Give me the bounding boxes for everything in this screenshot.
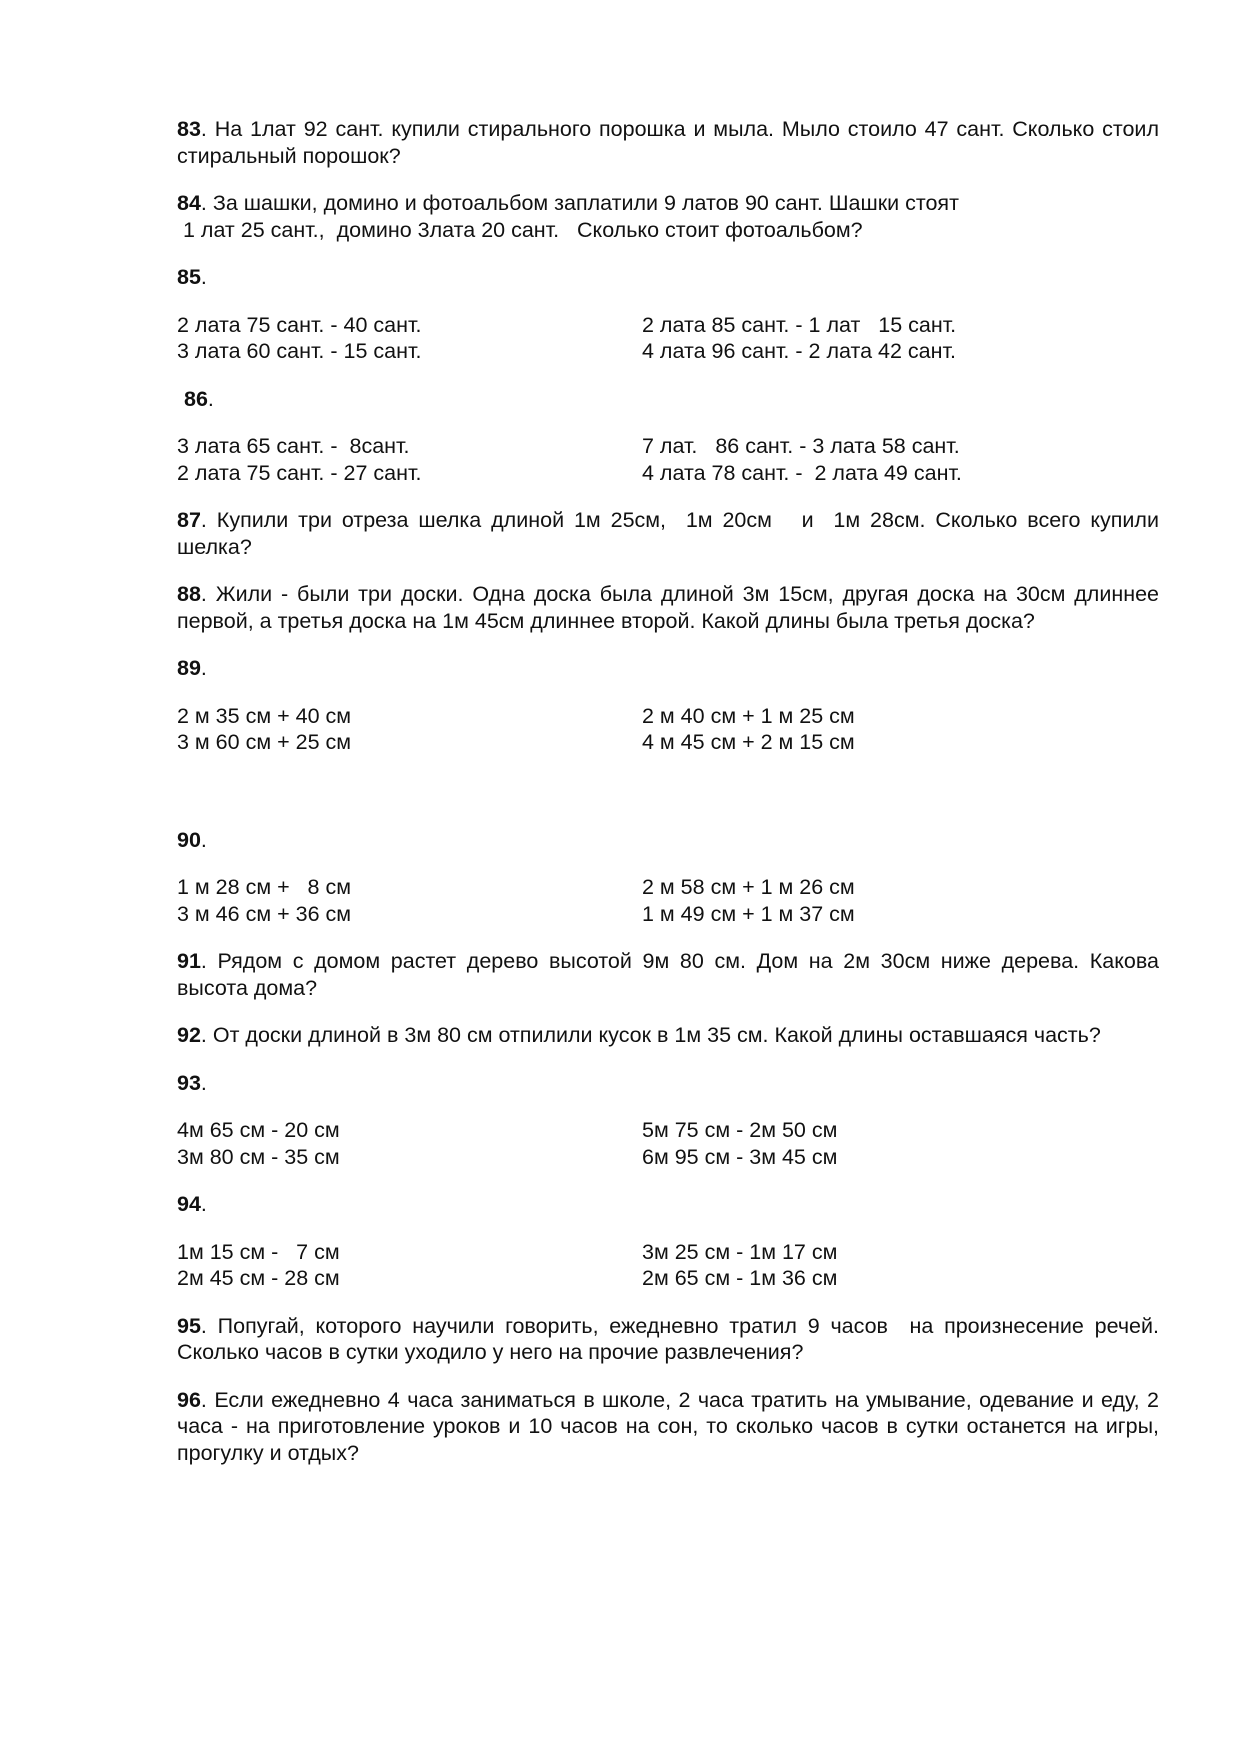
exercise-left: 1 м 28 см + 8 см xyxy=(177,875,352,899)
exercise-right: 7 лат. 86 сант. - 3 лата 58 сант. xyxy=(642,434,960,458)
exercise-right: 2м 65 см - 1м 36 см xyxy=(642,1266,838,1290)
exercise-row xyxy=(177,1117,1159,1144)
problem-number: 93 xyxy=(177,1070,201,1095)
problem-number: 88 xyxy=(177,582,201,606)
exercise-right: 5м 75 см - 2м 50 см xyxy=(642,1118,838,1142)
exercise-left: 3 м 60 см + 25 см xyxy=(177,730,352,754)
worksheet-page xyxy=(177,116,1165,1466)
problem-dot: . xyxy=(200,656,207,680)
problem-92 xyxy=(177,1022,1159,1049)
problem-95 xyxy=(177,1313,1165,1366)
problem-text: . На 1лат 92 сант. купили стирального порошка и мыла. Мыло стоило 47 сант. Сколько стоил стиральный порошок? xyxy=(177,117,1165,168)
problem-91 xyxy=(177,948,1165,1001)
exercise-right: 4 лата 78 сант. - 2 лата 49 сант. xyxy=(642,460,962,485)
problem-dot: . xyxy=(200,827,207,852)
exercise-left: 4м 65 см - 20 см xyxy=(177,1118,340,1142)
exercise-row xyxy=(177,703,1159,730)
exercise-right: 2 м 58 см + 1 м 26 см xyxy=(642,875,855,899)
problem-88 xyxy=(177,581,1165,634)
problem-text: . Рядом с домом растет дерево высотой 9м 80 см. Дом на 2м 30см ниже дерева. Какова высота дома? xyxy=(177,949,1165,1000)
exercise-row xyxy=(177,1265,1159,1292)
exercise-right: 4 лата 96 сант. - 2 лата 42 сант. xyxy=(642,339,956,363)
exercise-rows xyxy=(177,1117,1159,1170)
exercise-row xyxy=(177,1239,1159,1266)
exercise-row xyxy=(177,874,1159,901)
exercise-row xyxy=(177,1144,1159,1171)
problem-text-line-2: 1 лат 25 сант., домино 3лата 20 сант. Сколько стоит фотоальбом? xyxy=(177,217,863,242)
problem-number: 94 xyxy=(177,1192,201,1216)
exercise-right: 4 м 45 см + 2 м 15 см xyxy=(642,730,855,754)
problem-number: 85 xyxy=(177,265,201,289)
problem-text-line-1: . За шашки, домино и фотоальбом заплатили 9 латов 90 сант. Шашки стоят xyxy=(200,191,959,215)
exercise-left: 3м 80 см - 35 см xyxy=(177,1144,340,1169)
problem-text: . Попугай, которого научили говорить, ежедневно тратил 9 часов на произнесение речей. Сколько часов в сутки уходило у него на прочие развлечения? xyxy=(177,1313,1165,1364)
exercise-left: 3 лата 65 сант. - 8сант. xyxy=(177,434,410,458)
exercise-left: 2 м 35 см + 40 см xyxy=(177,703,352,728)
problem-93 xyxy=(177,1070,1159,1171)
problem-text: . Купили три отреза шелка длиной 1м 25см, 1м 20см и 1м 28см. Сколько всего купили шелка? xyxy=(177,508,1165,559)
problem-number: 95 xyxy=(177,1313,201,1338)
exercise-row xyxy=(177,729,1159,756)
exercise-rows xyxy=(177,312,1159,365)
problem-number: 89 xyxy=(177,656,201,680)
problem-96 xyxy=(177,1387,1165,1467)
problem-86 xyxy=(177,386,1159,487)
exercise-right: 1 м 49 см + 1 м 37 см xyxy=(642,901,855,926)
problem-87 xyxy=(177,507,1165,560)
problem-number: 86 xyxy=(184,386,208,411)
problem-number: 91 xyxy=(177,949,201,973)
problem-number: 87 xyxy=(177,508,201,532)
exercise-right: 2 м 40 см + 1 м 25 см xyxy=(642,703,855,728)
exercise-left: 3 лата 60 сант. - 15 сант. xyxy=(177,339,422,363)
exercise-left: 2 лата 75 сант. - 27 сант. xyxy=(177,460,422,485)
exercise-row xyxy=(177,433,1159,460)
exercise-right: 3м 25 см - 1м 17 см xyxy=(642,1239,838,1264)
exercise-rows xyxy=(177,874,1159,927)
exercise-row xyxy=(177,460,1159,487)
problem-number: 90 xyxy=(177,827,201,852)
exercise-rows xyxy=(177,1239,1159,1292)
problem-number: 83 xyxy=(177,117,201,141)
problem-text: . Если ежедневно 4 часа заниматься в школе, 2 часа тратить на умывание, одевание и еду, 2 часа - на приготовление уроков и 10 часов на сон, то сколько часов в сутки останется на игры, прогулку и отдых? xyxy=(177,1387,1165,1465)
problem-dot: . xyxy=(200,265,207,289)
problem-dot: . xyxy=(207,386,214,411)
problem-94 xyxy=(177,1191,1159,1292)
problem-text: . От доски длиной в 3м 80 см отпилили кусок в 1м 35 см. Какой длины оставшаяся часть? xyxy=(200,1023,1101,1047)
problem-85 xyxy=(177,264,1159,365)
problem-number: 96 xyxy=(177,1387,201,1412)
exercise-left: 3 м 46 см + 36 см xyxy=(177,901,352,926)
problem-dot: . xyxy=(200,1192,207,1216)
problem-90 xyxy=(177,827,1159,928)
problem-84 xyxy=(177,190,1159,243)
problem-89 xyxy=(177,655,1159,756)
exercise-left: 1м 15 см - 7 см xyxy=(177,1239,340,1264)
exercise-left: 2 лата 75 сант. - 40 сант. xyxy=(177,312,422,337)
problem-dot: . xyxy=(200,1070,207,1095)
exercise-row xyxy=(177,312,1159,339)
exercise-row xyxy=(177,338,1159,365)
problem-text: . Жили - были три доски. Одна доска была длиной 3м 15см, другая доска на 30см длиннее первой, а третья доска на 1м 45см длиннее второй. Какой длины была третья доска? xyxy=(177,582,1165,633)
exercise-right: 6м 95 см - 3м 45 см xyxy=(642,1144,838,1169)
problem-number: 84 xyxy=(177,191,201,215)
exercise-rows xyxy=(177,703,1159,756)
problem-83 xyxy=(177,116,1165,169)
exercise-row xyxy=(177,901,1159,928)
problem-number: 92 xyxy=(177,1023,201,1047)
exercise-left: 2м 45 см - 28 см xyxy=(177,1266,340,1290)
exercise-rows xyxy=(177,433,1159,486)
exercise-right: 2 лата 85 сант. - 1 лат 15 сант. xyxy=(642,312,957,337)
